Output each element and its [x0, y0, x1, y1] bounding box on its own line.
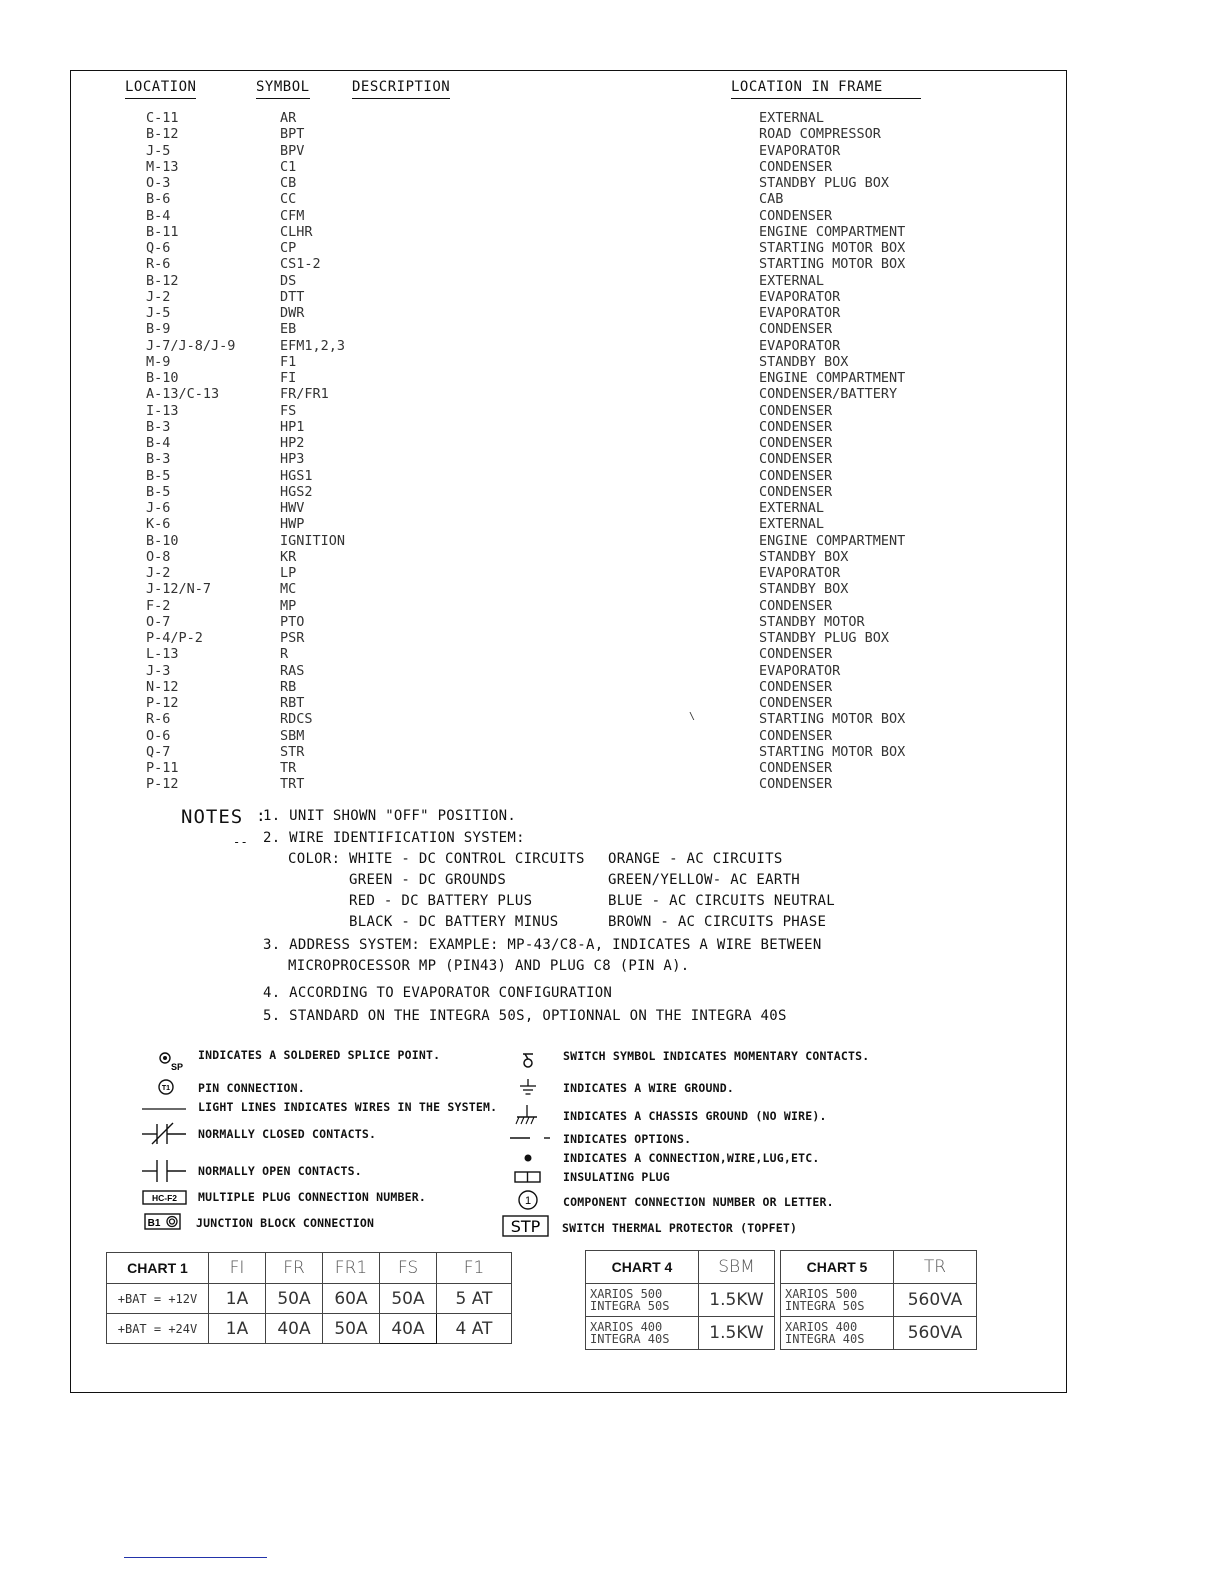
legend-location: O-6 — [146, 728, 171, 744]
legend-frame-location: CONDENSER — [759, 728, 833, 744]
pin-text: PIN CONNECTION. — [198, 1081, 305, 1095]
legend-symbol: R — [280, 646, 289, 662]
chart-5-model: INTEGRA 50S — [785, 1299, 865, 1313]
normally-open-icon — [140, 1157, 188, 1185]
legend-frame-location: EVAPORATOR — [759, 565, 841, 581]
legend-frame-location: CONDENSER — [759, 208, 833, 224]
legend-location: P-12 — [146, 776, 179, 792]
note-3a: 3. ADDRESS SYSTEM: EXAMPLE: MP-43/C8-A, INDICATES A WIRE BETWEEN — [263, 937, 822, 953]
legend-symbol: LP — [280, 565, 297, 581]
note-color-red: RED - DC BATTERY PLUS — [349, 893, 533, 909]
stp-box-label: STP — [510, 1217, 541, 1236]
legend-frame-location: CAB — [759, 191, 784, 207]
legend-symbol: HP3 — [280, 451, 305, 467]
legend-frame-location: CONDENSER — [759, 776, 833, 792]
legend-symbol: HP1 — [280, 419, 305, 435]
chart-1-col: F1 — [437, 1253, 512, 1284]
splice-icon — [156, 1050, 186, 1072]
note-color-green: GREEN - DC GROUNDS — [349, 872, 507, 888]
legend-frame-location: CONDENSER — [759, 484, 833, 500]
chart-1-col: FR1 — [323, 1253, 380, 1284]
chart-1-cell: 4 AT — [437, 1314, 512, 1344]
chart-1-row-label: +BAT = +24V — [107, 1314, 209, 1344]
legend-frame-location: CONDENSER — [759, 598, 833, 614]
plug-box-label: HC-F2 — [151, 1193, 178, 1203]
chart-5-model: XARIOS 400 — [785, 1320, 858, 1334]
footer-rule — [124, 1557, 267, 1558]
chart-5-model: XARIOS 500 — [785, 1287, 858, 1301]
header-description: DESCRIPTION — [352, 78, 450, 99]
legend-frame-location: ENGINE COMPARTMENT — [759, 224, 906, 240]
legend-symbol: AR — [280, 110, 297, 126]
legend-location: J-5 — [146, 305, 171, 321]
chart-4-row-label — [586, 1317, 699, 1350]
chart-4-model: INTEGRA 40S — [590, 1332, 670, 1346]
legend-symbol: HGS2 — [280, 484, 313, 500]
component-text: COMPONENT CONNECTION NUMBER OR LETTER. — [563, 1195, 834, 1209]
legend-location: B-3 — [146, 451, 171, 467]
legend-symbol: STR — [280, 744, 305, 760]
junction-block-icon — [144, 1213, 184, 1231]
legend-frame-location: EVAPORATOR — [759, 338, 841, 354]
normally-closed-text: NORMALLY CLOSED CONTACTS. — [198, 1127, 377, 1141]
legend-frame-location: CONDENSER — [759, 403, 833, 419]
legend-frame-location: CONDENSER — [759, 468, 833, 484]
legend-location: J-2 — [146, 289, 171, 305]
legend-symbol: FS — [280, 403, 297, 419]
legend-symbol: FI — [280, 370, 297, 386]
legend-symbol: EFM1,2,3 — [280, 338, 346, 354]
legend-frame-location: STANDBY MOTOR — [759, 614, 865, 630]
note-color-orange: ORANGE - AC CIRCUITS — [608, 851, 783, 867]
legend-symbol: DTT — [280, 289, 305, 305]
legend-symbol: BPT — [280, 126, 305, 142]
legend-symbol: CFM — [280, 208, 305, 224]
note-color-white: WHITE - DC CONTROL CIRCUITS — [349, 851, 585, 867]
legend-frame-location: STANDBY BOX — [759, 581, 849, 597]
notes-colon: : — [256, 806, 266, 825]
chart-1-cell: 1A — [209, 1314, 266, 1344]
legend-symbol: CS1-2 — [280, 256, 321, 272]
legend-symbol: PTO — [280, 614, 305, 630]
legend-location: P-12 — [146, 695, 179, 711]
junction-box-label: B1 — [147, 1218, 161, 1229]
light-lines-text: LIGHT LINES INDICATES WIRES IN THE SYSTEM. — [198, 1100, 498, 1114]
normally-open-text: NORMALLY OPEN CONTACTS. — [198, 1164, 362, 1178]
stp-text: SWITCH THERMAL PROTECTOR (TOPFET) — [562, 1221, 798, 1235]
legend-frame-location: ENGINE COMPARTMENT — [759, 370, 906, 386]
legend-symbol: TRT — [280, 776, 305, 792]
legend-frame-location: ENGINE COMPARTMENT — [759, 533, 906, 549]
component-connection-icon — [517, 1189, 539, 1211]
wire-ground-icon — [517, 1078, 539, 1100]
normally-closed-icon — [140, 1120, 188, 1148]
legend-location: J-2 — [146, 565, 171, 581]
legend-location: Q-7 — [146, 744, 171, 760]
legend-location: J-12/N-7 — [146, 581, 212, 597]
chassis-ground-icon — [514, 1104, 542, 1128]
pin-connection-icon — [157, 1078, 177, 1096]
legend-frame-location: STARTING MOTOR BOX — [759, 240, 906, 256]
legend-location: M-13 — [146, 159, 179, 175]
legend-symbol: DWR — [280, 305, 305, 321]
legend-location: R-6 — [146, 256, 171, 272]
legend-location: B-12 — [146, 126, 179, 142]
legend-location: K-6 — [146, 516, 171, 532]
momentary-switch-icon — [520, 1050, 536, 1070]
legend-frame-location: STANDBY PLUG BOX — [759, 630, 890, 646]
chart-4-row-label — [586, 1284, 699, 1317]
chart-1-title: CHART 1 — [107, 1253, 209, 1284]
chart-5-cell: 560VA — [894, 1317, 977, 1350]
legend-location: B-9 — [146, 321, 171, 337]
chart-5-row-label — [781, 1317, 894, 1350]
header-symbol: SYMBOL — [256, 78, 310, 99]
legend-location: B-5 — [146, 484, 171, 500]
legend-frame-location: EXTERNAL — [759, 273, 825, 289]
header-location-in-frame: LOCATION IN FRAME — [731, 78, 921, 99]
plug-connection-text: MULTIPLE PLUG CONNECTION NUMBER. — [198, 1190, 426, 1204]
note-4: 4. ACCORDING TO EVAPORATOR CONFIGURATION — [263, 985, 613, 1001]
legend-location: F-2 — [146, 598, 171, 614]
legend-location: B-6 — [146, 191, 171, 207]
legend-location: Q-6 — [146, 240, 171, 256]
legend-location: B-4 — [146, 435, 171, 451]
legend-frame-location: STARTING MOTOR BOX — [759, 744, 906, 760]
legend-frame-location: EVAPORATOR — [759, 305, 841, 321]
legend-frame-location: STANDBY BOX — [759, 354, 849, 370]
chart-5-title: CHART 5 — [781, 1251, 894, 1284]
legend-location: J-6 — [146, 500, 171, 516]
legend-location: P-4/P-2 — [146, 630, 203, 646]
chart-1-table — [106, 1252, 512, 1344]
legend-frame-location: CONDENSER — [759, 695, 833, 711]
legend-symbol: FR/FR1 — [280, 386, 329, 402]
note-1: 1. UNIT SHOWN "OFF" POSITION. — [263, 808, 517, 824]
legend-location: O-7 — [146, 614, 171, 630]
pin-glyph: T1 — [161, 1085, 171, 1092]
legend-location: C-11 — [146, 110, 179, 126]
chassis-ground-text: INDICATES A CHASSIS GROUND (NO WIRE). — [563, 1109, 827, 1123]
connection-text: INDICATES A CONNECTION,WIRE,LUG,ETC. — [563, 1151, 820, 1165]
legend-symbol: RAS — [280, 663, 305, 679]
legend-frame-location: EXTERNAL — [759, 110, 825, 126]
legend-symbol: RB — [280, 679, 297, 695]
note-2: 2. WIRE IDENTIFICATION SYSTEM: — [263, 830, 525, 846]
legend-symbol: CLHR — [280, 224, 313, 240]
legend-location: A-13/C-13 — [146, 386, 220, 402]
chart-1-cell: 1A — [209, 1284, 266, 1314]
legend-location: B-4 — [146, 208, 171, 224]
header-location: LOCATION — [125, 78, 196, 99]
legend-frame-location: STANDBY BOX — [759, 549, 849, 565]
legend-symbol: CP — [280, 240, 297, 256]
chart-4-col: SBM — [699, 1251, 775, 1284]
legend-location: J-7/J-8/J-9 — [146, 338, 236, 354]
legend-location: I-13 — [146, 403, 179, 419]
legend-frame-location: EXTERNAL — [759, 500, 825, 516]
legend-symbol: HWP — [280, 516, 305, 532]
chart-1-cell: 50A — [380, 1284, 437, 1314]
legend-location: P-11 — [146, 760, 179, 776]
chart-1-cell: 60A — [323, 1284, 380, 1314]
legend-symbol: HGS1 — [280, 468, 313, 484]
note-color-blue: BLUE - AC CIRCUITS NEUTRAL — [608, 893, 835, 909]
legend-symbol: BPV — [280, 143, 305, 159]
chart-1-cell: 50A — [266, 1284, 323, 1314]
legend-location: M-9 — [146, 354, 171, 370]
legend-symbol: MP — [280, 598, 297, 614]
chart-4-cell: 1.5KW — [699, 1317, 775, 1350]
chart-5-col: TR — [894, 1251, 977, 1284]
legend-symbol: EB — [280, 321, 297, 337]
chart-5-cell: 560VA — [894, 1284, 977, 1317]
legend-frame-location: EVAPORATOR — [759, 289, 841, 305]
legend-symbol: CB — [280, 175, 297, 191]
legend-location: L-13 — [146, 646, 179, 662]
options-icon — [508, 1133, 554, 1143]
legend-frame-location: CONDENSER — [759, 159, 833, 175]
legend-frame-location: CONDENSER — [759, 760, 833, 776]
legend-frame-location: EVAPORATOR — [759, 663, 841, 679]
legend-symbol: HWV — [280, 500, 305, 516]
insulating-text: INSULATING PLUG — [563, 1170, 670, 1184]
chart-1-row-label: +BAT = +12V — [107, 1284, 209, 1314]
plug-connection-icon — [142, 1189, 188, 1207]
legend-symbol: CC — [280, 191, 297, 207]
legend-symbol: SBM — [280, 728, 305, 744]
legend-symbol: MC — [280, 581, 297, 597]
legend-frame-location: CONDENSER — [759, 679, 833, 695]
legend-frame-location: CONDENSER — [759, 646, 833, 662]
chart-1-col: FS — [380, 1253, 437, 1284]
legend-location: J-5 — [146, 143, 171, 159]
legend-location: B-10 — [146, 370, 179, 386]
legend-symbol: PSR — [280, 630, 305, 646]
legend-frame-location: STARTING MOTOR BOX — [759, 256, 906, 272]
legend-frame-location: EXTERNAL — [759, 516, 825, 532]
legend-location: B-11 — [146, 224, 179, 240]
legend-frame-location: EVAPORATOR — [759, 143, 841, 159]
legend-location: J-3 — [146, 663, 171, 679]
stp-icon — [502, 1215, 550, 1239]
legend-frame-location: ROAD COMPRESSOR — [759, 126, 881, 142]
legend-frame-location: CONDENSER — [759, 435, 833, 451]
stray-mark: \ — [689, 711, 696, 722]
legend-location: O-3 — [146, 175, 171, 191]
legend-symbol: DS — [280, 273, 297, 289]
chart-5-table — [780, 1250, 977, 1350]
options-text: INDICATES OPTIONS. — [563, 1132, 692, 1146]
chart-1-cell: 5 AT — [437, 1284, 512, 1314]
legend-symbol: C1 — [280, 159, 297, 175]
chart-1-col: FR — [266, 1253, 323, 1284]
splice-text: INDICATES A SOLDERED SPLICE POINT. — [198, 1048, 441, 1062]
legend-location: B-12 — [146, 273, 179, 289]
junction-text: JUNCTION BLOCK CONNECTION — [196, 1216, 375, 1230]
chart-1-col: FI — [209, 1253, 266, 1284]
notes-label: NOTES — [181, 806, 244, 828]
legend-location: B-3 — [146, 419, 171, 435]
chart-1-cell: 40A — [266, 1314, 323, 1344]
note-color-black: BLACK - DC BATTERY MINUS — [349, 914, 559, 930]
insulating-plug-icon — [513, 1169, 543, 1185]
legend-frame-location: STARTING MOTOR BOX — [759, 711, 906, 727]
legend-frame-location: CONDENSER/BATTERY — [759, 386, 898, 402]
note-color-label: COLOR: — [288, 851, 341, 867]
chart-5-model: INTEGRA 40S — [785, 1332, 865, 1346]
legend-location: B-10 — [146, 533, 179, 549]
note-color-brown: BROWN - AC CIRCUITS PHASE — [608, 914, 827, 930]
legend-symbol: RDCS — [280, 711, 313, 727]
legend-symbol: HP2 — [280, 435, 305, 451]
connection-dot-icon — [521, 1151, 535, 1165]
chart-4-table — [585, 1250, 775, 1350]
notes-dashes: -- — [233, 835, 249, 849]
chart-4-cell: 1.5KW — [699, 1284, 775, 1317]
splice-sub: SP — [171, 1062, 184, 1072]
legend-location: B-5 — [146, 468, 171, 484]
chart-5-row-label — [781, 1284, 894, 1317]
legend-frame-location: CONDENSER — [759, 321, 833, 337]
legend-location: R-6 — [146, 711, 171, 727]
legend-frame-location: CONDENSER — [759, 451, 833, 467]
legend-frame-location: CONDENSER — [759, 419, 833, 435]
legend-symbol: IGNITION — [280, 533, 346, 549]
note-3b: MICROPROCESSOR MP (PIN43) AND PLUG C8 (PIN A). — [288, 958, 690, 974]
chart-1-cell: 40A — [380, 1314, 437, 1344]
chart-4-model: INTEGRA 50S — [590, 1299, 670, 1313]
chart-4-model: XARIOS 500 — [590, 1287, 663, 1301]
note-color-greenyellow: GREEN/YELLOW- AC EARTH — [608, 872, 801, 888]
legend-location: N-12 — [146, 679, 179, 695]
legend-location: O-8 — [146, 549, 171, 565]
light-line-icon — [140, 1104, 188, 1112]
chart-1-cell: 50A — [323, 1314, 380, 1344]
legend-symbol: TR — [280, 760, 297, 776]
legend-symbol: RBT — [280, 695, 305, 711]
component-glyph: 1 — [524, 1195, 532, 1207]
wire-ground-text: INDICATES A WIRE GROUND. — [563, 1081, 734, 1095]
note-5: 5. STANDARD ON THE INTEGRA 50S, OPTIONNAL ON THE INTEGRA 40S — [263, 1008, 787, 1024]
legend-symbol: F1 — [280, 354, 297, 370]
legend-symbol: KR — [280, 549, 297, 565]
momentary-text: SWITCH SYMBOL INDICATES MOMENTARY CONTACTS. — [563, 1049, 870, 1063]
chart-4-title: CHART 4 — [586, 1251, 699, 1284]
legend-frame-location: STANDBY PLUG BOX — [759, 175, 890, 191]
chart-4-model: XARIOS 400 — [590, 1320, 663, 1334]
